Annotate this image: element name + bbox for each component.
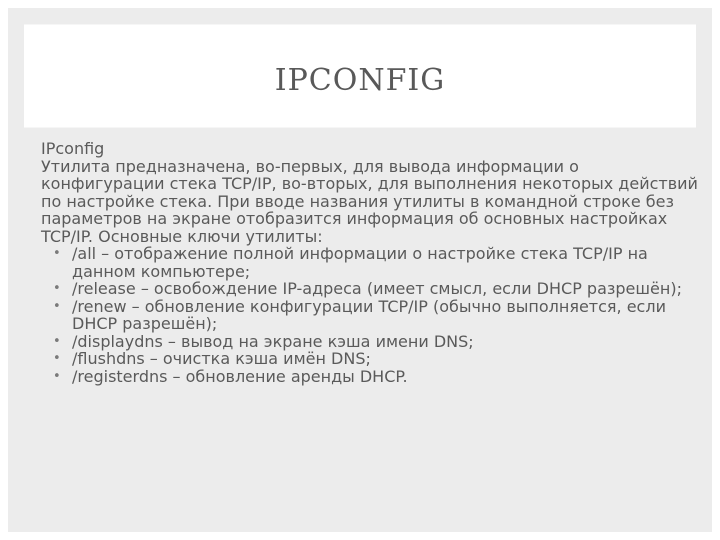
bullet-icon: • bbox=[53, 351, 61, 366]
content-heading: IPconfig bbox=[41, 139, 105, 158]
bullet-icon: • bbox=[53, 333, 61, 349]
list-item bbox=[41, 350, 701, 368]
keys-list bbox=[41, 245, 701, 385]
list-item-text: /all – отображение полной информации о настройке стека TCP/IP на данном компьютере; bbox=[72, 244, 648, 281]
list-item bbox=[41, 298, 701, 333]
bullet-icon: • bbox=[53, 368, 61, 384]
list-item bbox=[41, 280, 701, 298]
bullet-icon: • bbox=[53, 246, 61, 261]
list-item bbox=[41, 368, 701, 386]
list-item-text: /renew – обновление конфигурации TCP/IP (обычно выполняется, если DHCP разрешён); bbox=[72, 296, 666, 333]
bullet-icon: • bbox=[53, 298, 61, 314]
list-item-text: /displaydns – вывод на экране кэша имени DNS; bbox=[72, 331, 474, 351]
title-box bbox=[24, 24, 696, 128]
list-item bbox=[41, 245, 701, 280]
slide bbox=[8, 8, 712, 532]
slide-title: IPCONFIG bbox=[274, 62, 446, 98]
list-item-text: /registerdns – обновление аренды DHCP. bbox=[72, 366, 408, 386]
slide-content bbox=[41, 140, 701, 385]
list-item-text: /flushdns – очистка кэша имён DNS; bbox=[72, 349, 371, 368]
bullet-icon: • bbox=[53, 281, 61, 296]
list-item-text: /release – освобождение IP-адреса (имеет смысл, если DHCP разрешён); bbox=[72, 279, 682, 298]
list-item bbox=[41, 333, 701, 351]
content-intro: Утилита предназначена, во-первых, для вывода информации о конфигурации стека TCP/IP, во-вторых, для выполнения некоторых действий по настройке стека. При вводе названия утилиты в командной строке без параметров на экране отобразится информация об основных настройках TCP/IP. Основные ключи утилиты: bbox=[41, 156, 698, 246]
